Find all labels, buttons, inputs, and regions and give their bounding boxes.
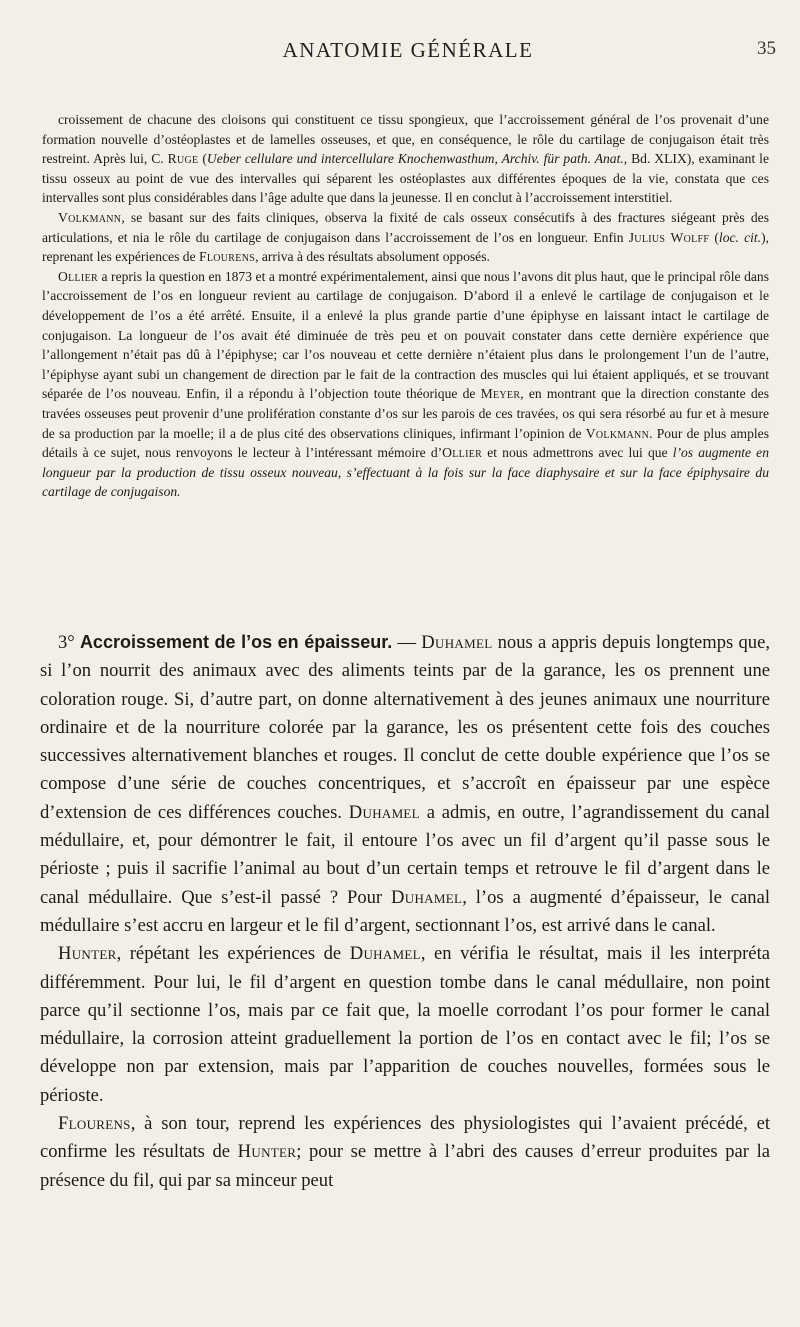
small-print-section — [42, 110, 769, 502]
citation: Ueber cellulare und intercellulare Knochenwasthum, Archiv. für path. Anat. — [206, 151, 624, 167]
author-name: Duhamel — [349, 943, 421, 965]
paragraph-ollier: Ollier a repris la question en 1873 et a montré expérimentalement, ainsi que nous l’avons dit plus haut, que le principal rôle dans l’accroissement de l’os en longueur revient au cartilage de conjugaison. D’abord il a enlevé le cartilage de conjugaison et le développement de l’os a été arrêté. Ensuite, il a enlevé la plus grande partie d’une épiphyse en laissant intact le cartilage de conjugaison. La longueur de l’os avait été diminuée de très peu et on pouvait constater dans cette dernière expérience que l’allongement n’était pas dû à l’épiphyse; car l’os nouveau et cette dernière n’étaient plus dans le prolongement l’un de l’autre, l’épiphyse ayant subi un changement de direction par le fait de la contraction des muscles qui lui étaient appliqués, et se trouvant séparée de l’os nouveau. Enfin, il a répondu à l’objection toute théorique de Meyer, en montrant que la direction constante des travées osseuses peut provenir d’une prolifération constante d’os sur les parois de ces travées, os qui sera résorbé au fur et à mesure de sa production par la moelle; il a de plus cité des observations cliniques, infirmant l’opinion de Volkmann. Pour de plus amples détails à ce sujet, nous renvoyons le lecteur à l’intéressant mémoire d’Ollier et nous admettrons avec lui que l’os augmente en longueur par la production de tissu osseux nouveau, s’effectuant à la fois sur la face diaphysaire et sur la face épiphysaire du cartilage de conjugaison. — [42, 268, 770, 500]
author-name: Meyer — [480, 386, 521, 402]
author-name: Flourens — [58, 1113, 131, 1135]
author-name: Julius Wolff — [628, 229, 710, 245]
paragraph-growth-interstitial: croissement de chacune des cloisons qui constituent ce tissu spongieux, que l’accroissement général de l’os provenait d’une formation nouvelle d’ostéoplastes et de lamelles osseuses, et que, en conséquence, le rôle du cartilage de conjugaison était très restreint. Après lui, C. Ruge (Ueber cellulare und intercellulare Knochenwasthum, Archiv. für path. Anat., Bd. XLIX), examinant le tissu osseux au point de vue des intervalles qui séparent les ostéoplastes aux différentes époques de la vie, constata que ces intervalles sont plus considérables dans l’âge adulte que dans la jeunesse. Il en conclut à l’accroissement interstitiel. — [42, 112, 769, 206]
page-header — [40, 38, 776, 78]
author-name: Hunter — [58, 943, 117, 965]
author-name: Ollier — [58, 268, 98, 284]
author-name: Volkmann — [585, 425, 650, 441]
page-number: 35 — [757, 38, 776, 59]
citation: loc. cit. — [718, 229, 762, 245]
paragraph-flourens: Flourens, à son tour, reprend les expériences des physiologistes qui l’avaient précédé, et confirme les résultats de Hunter; pour se mettre à l’abri des causes d’erreur produites par la présence du fil, qui par sa minceur peut — [40, 1113, 771, 1191]
paragraph-volkmann: Volkmann, se basant sur des faits cliniques, observa la fixité de cals osseux consécutifs à des fractures siégeant près des articulations, et nia le rôle du cartilage de conjugaison dans l’accroissement de l’os en longueur. Enfin Julius Wolff (loc. cit.), reprenant les expériences de Flourens, arriva à des résultats absolument opposés. — [42, 209, 770, 265]
section-heading: Accroissement de l’os en épaisseur. — [79, 632, 393, 652]
author-name: Hunter — [237, 1141, 297, 1163]
author-name: Duhamel — [348, 801, 420, 823]
section-number: 3° — [58, 632, 80, 653]
author-name: Ruge — [167, 151, 199, 167]
paragraph-hunter: Hunter, répétant les expériences de Duhamel, en vérifia le résultat, mais il les interpréta différemment. Pour lui, le fil d’argent en question tombe dans le canal médullaire, non point parce qu’il sectionne l’os, mais par ce fait que, la moelle corrodant l’os pour former le canal médullaire, la corrosion atteint graduellement la portion de l’os en contact avec le fil; l’os se développe non par extension, mais par l’apparition de couches nouvelles, formées sous le périoste. — [40, 943, 770, 1106]
author-name: Flourens — [199, 249, 256, 265]
author-name: Volkmann — [58, 209, 122, 225]
conclusion-text: l’os augmente en longueur par la production de tissu osseux nouveau, s’effectuant à la fois sur la face diaphysaire et sur la face épiphysaire du cartilage de conjugaison. — [42, 445, 770, 500]
author-name: Duhamel — [391, 886, 463, 908]
main-text-section — [40, 628, 770, 1195]
author-name: Ollier — [442, 445, 483, 461]
paragraph-duhamel: 3° Accroissement de l’os en épaisseur. — Duhamel nous a appris depuis longtemps que, si l’on nourrit des animaux avec des aliments teints par de la garance, les os prennent une coloration rouge. Si, d’autre part, on donne alternativement à des jeunes animaux une nourriture ordinaire et de la nourriture colorée par la garance, les os présentent cette fois des couches successives alternativement blanches et rouges. Il conclut de cette double expérience que l’os se compose d’une série de couches concentriques, et s’accroît en épaisseur par une espèce d’extension de ces différences couches. Duhamel a admis, en outre, l’agrandissement du canal médullaire, et, pour démontrer le fait, il entoure l’os avec un fil d’argent qu’il passe sous le périoste ; puis il sacrifie l’animal au bout d’un certain temps et retrouve le fil d’argent dans le canal médullaire. Que s’est-il passé ? Pour Duhamel, l’os a augmenté d’épaisseur, le canal médullaire s’est accru en largeur et le fil d’argent, sectionnant l’os, est arrivé dans le canal. — [40, 632, 770, 936]
running-title: ANATOMIE GÉNÉRALE — [282, 38, 534, 62]
author-name: Duhamel — [421, 632, 493, 653]
